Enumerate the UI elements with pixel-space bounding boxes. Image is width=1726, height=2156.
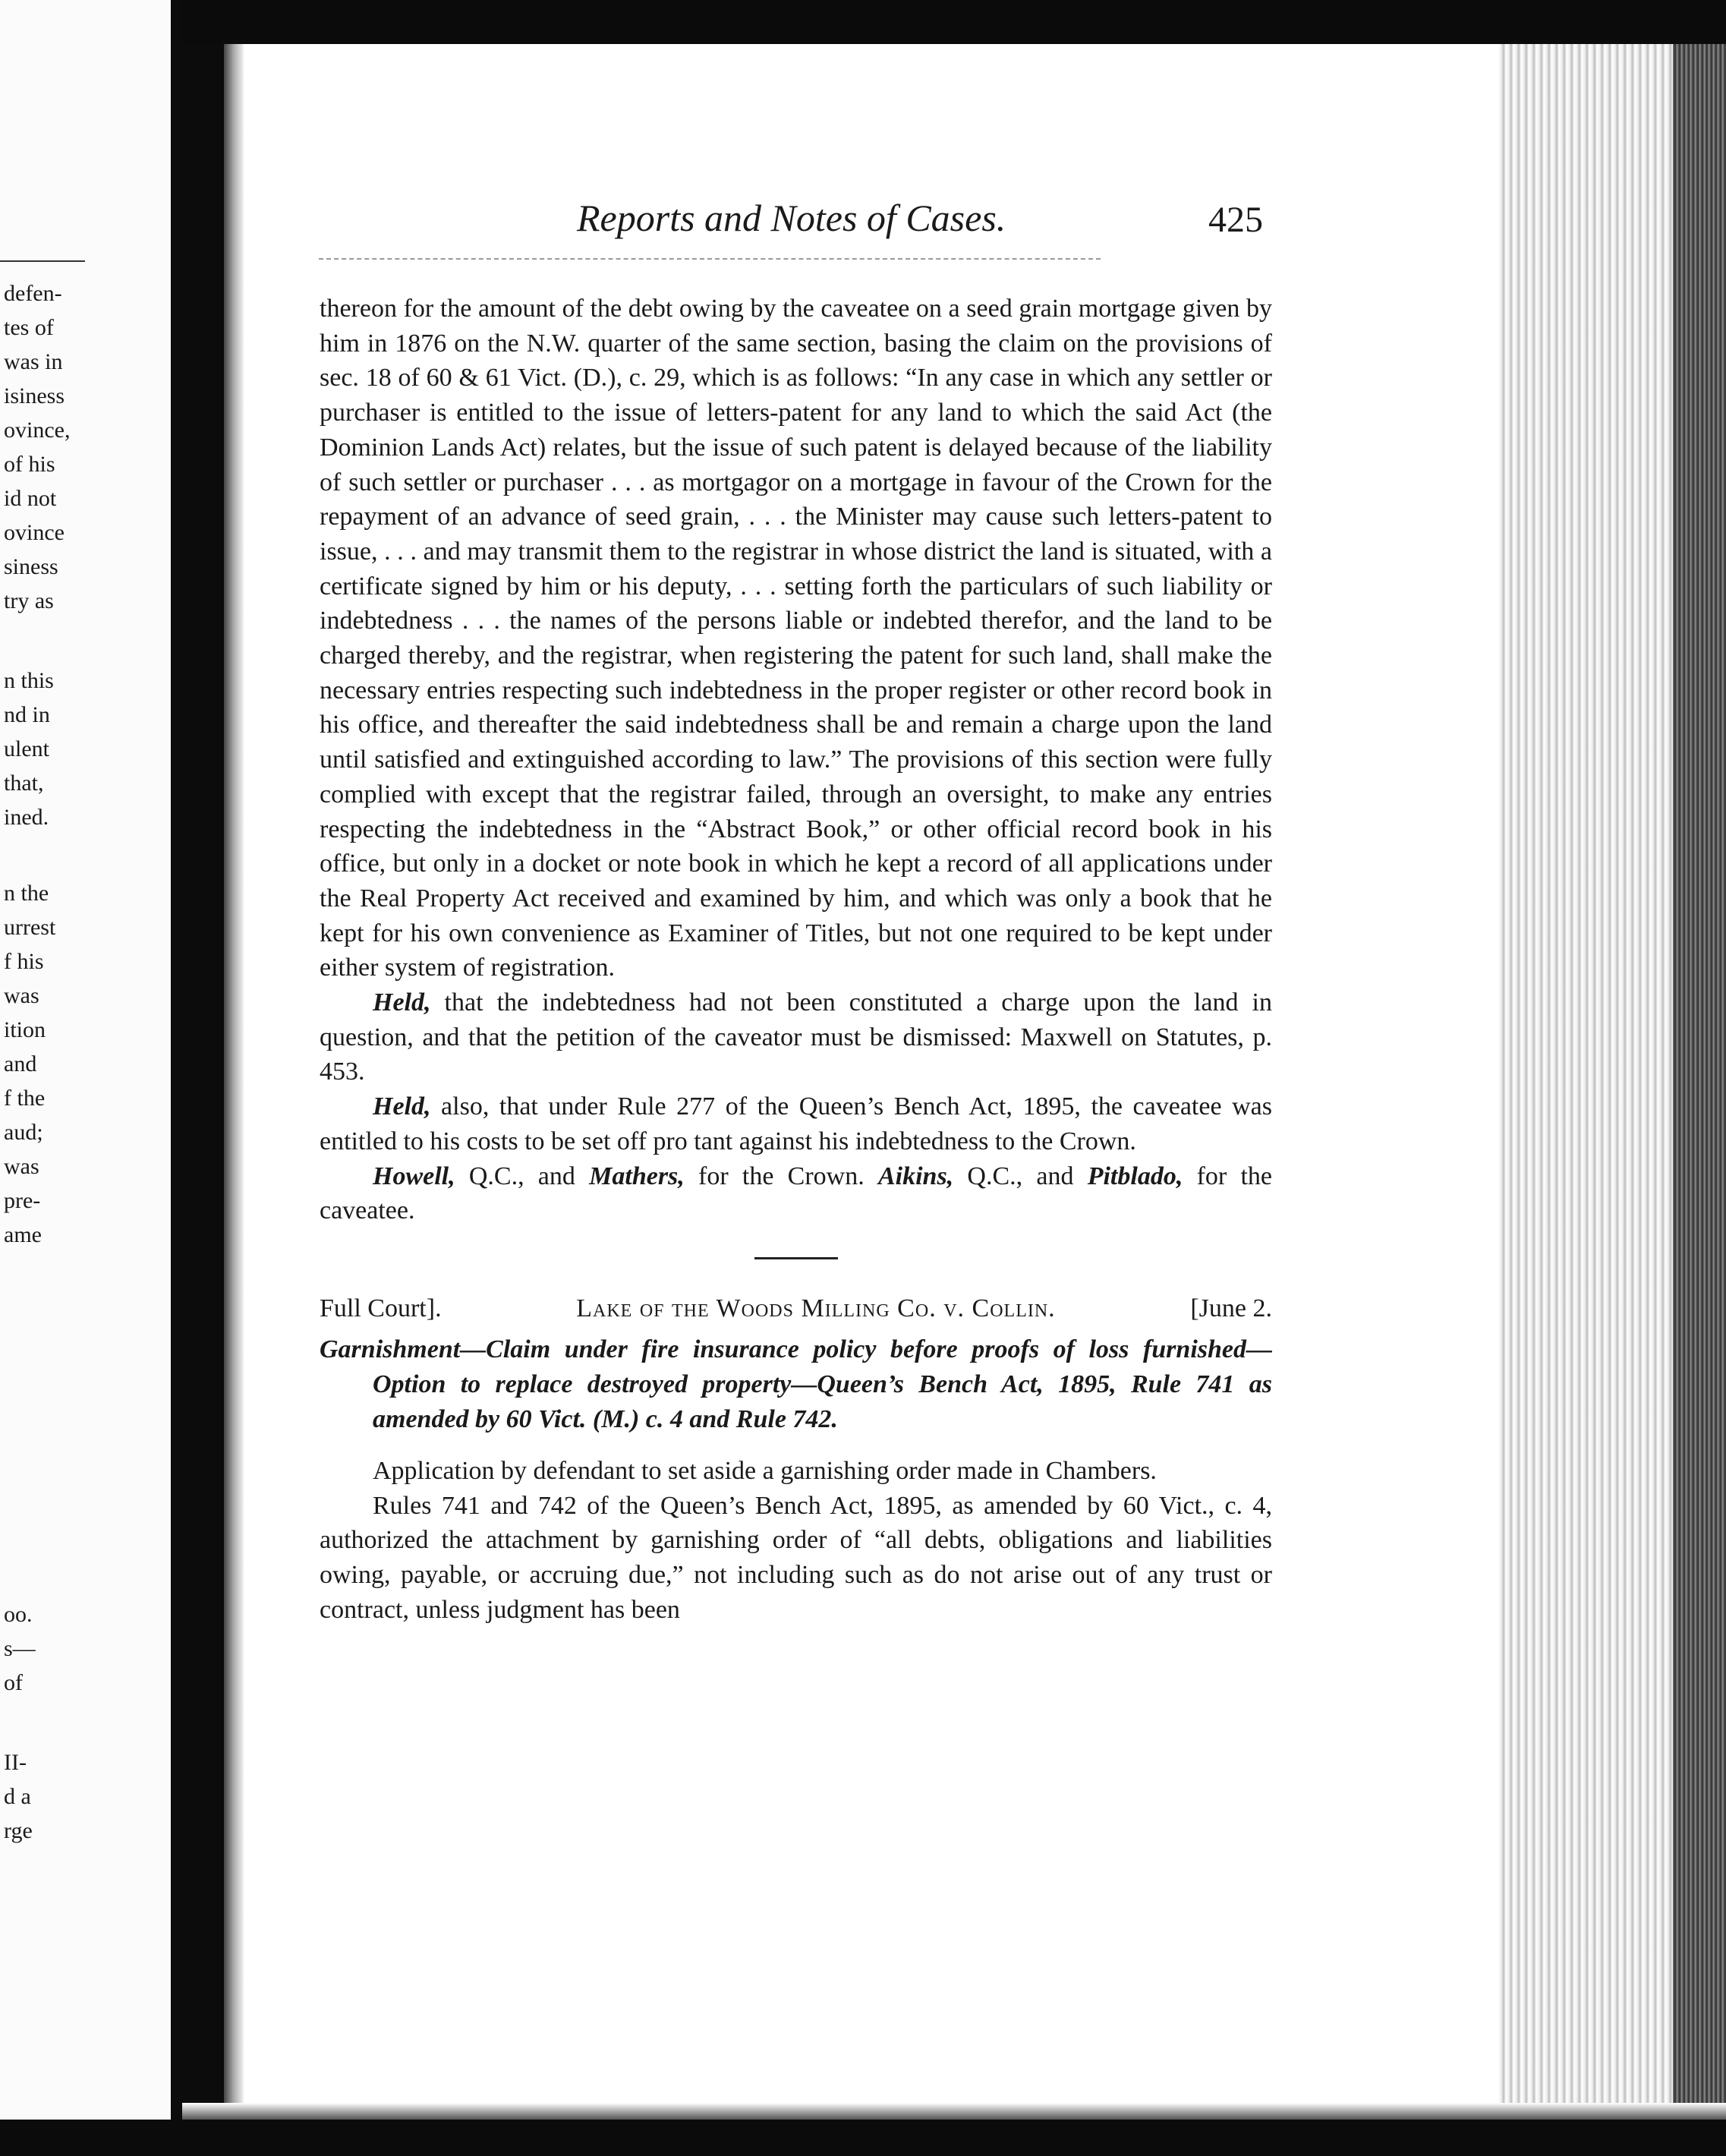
margin-fragment: f the xyxy=(4,1086,46,1111)
text-column xyxy=(320,292,1272,1628)
paragraph-application: Application by defendant to set aside a garnishing order made in Chambers. xyxy=(373,1456,1157,1485)
counsel-name: Mathers, xyxy=(589,1162,685,1190)
margin-fragment: urrest xyxy=(4,915,56,940)
section-divider xyxy=(754,1257,838,1259)
margin-fragment: that, xyxy=(4,771,44,796)
held-text: also, that under Rule 277 of the Queen’s Bench Act, 1895, the caveatee was entitled to his costs to be set off pro tant against his indebtedness to the Crown. xyxy=(320,1092,1272,1155)
margin-fragment: was in xyxy=(4,349,63,374)
head-rule xyxy=(319,258,1101,260)
held-text: that the indebtedness had not been constituted a charge upon the land in question, and that the petition of the caveator must be dismissed: Maxwell on Statutes, p. 453. xyxy=(320,988,1272,1086)
held-label: Held, xyxy=(373,988,431,1017)
margin-fragment: tes of xyxy=(4,315,54,340)
counsel-name: Aikins, xyxy=(877,1162,954,1190)
margin-fragment: s— xyxy=(4,1636,36,1661)
margin-fragment: and xyxy=(4,1051,37,1076)
margin-fragment: pre- xyxy=(4,1188,41,1213)
margin-fragment: ition xyxy=(4,1017,46,1042)
counsel-name: Pitblado, xyxy=(1087,1162,1183,1190)
margin-fragment: ulent xyxy=(4,736,49,761)
margin-fragment: try as xyxy=(4,588,54,613)
margin-fragment: of xyxy=(4,1670,23,1695)
margin-fragment: was xyxy=(4,983,39,1008)
scan-bottom-border xyxy=(0,2120,1726,2156)
held-label: Held, xyxy=(373,1092,431,1121)
paragraph-held-1 xyxy=(320,985,1272,1089)
paragraph-statute: thereon for the amount of the debt owing by the caveatee on a seed grain mortgage given by him in 1876 on the N.W. quarter of the same section, basing the claim on the provisions of sec. 18 of 60 & 61 Vict. (D.), c. 29, which is as follows: “In any case in which any settler or purchaser is entitled to the issue of letters-patent for any land to which the said Act (the Dominion Lands Act) relates, but the issue of such patent is delayed because of the liability of such settler or purchaser . . . as mortgagor on a mortgage in favour of the Crown for the repayment of an advance of seed grain, . . . the Minister may cause such letters-patent to issue, . . . and may transmit them to the registrar in whose district the land is situated, with a certificate signed by him or his deputy, . . . setting forth the particulars of such liability or indebtedness . . . the names of the persons liable or indebted therefor, and the land to be charged thereby, and the registrar, when registering the patent for such land, shall make the necessary entries respecting such indebtedness in the proper register or other record book in his office, and thereafter the said indebtedness shall be and remain a charge upon the land until satisfied and extinguished according to law.” The provisions of this section were fully complied with except that the registrar failed, through an oversight, to make any entries respecting the indebtedness in the “Abstract Book,” or other official record book in his office, but only in a docket or note book in which he kept a record of all applications under the Real Property Act received and examined by him, and which was only a book that he kept for his own convenience as Examiner of Titles, but not one required to be kept under either system of registration. xyxy=(320,295,1272,982)
counsel-text: Q.C., and xyxy=(953,1162,1088,1190)
paragraph-counsel xyxy=(320,1159,1272,1228)
margin-fragment: isiness xyxy=(4,383,65,408)
margin-fragment: ovince, xyxy=(4,418,71,443)
case-headnote: Garnishment—Claim under fire insurance policy before proofs of loss furnished—Option to replace destroyed property—Queen’s Bench Act, 1895, Rule 741 as amended by 60 Vict. (M.) c. 4 and Rule 742. xyxy=(320,1335,1272,1433)
counsel-name: Howell, xyxy=(373,1162,455,1190)
running-head: Reports and Notes of Cases. xyxy=(577,197,1006,239)
scan-bottom-shadow xyxy=(182,2103,1726,2120)
case-title: Lake of the Woods Milling Co. v. Collin. xyxy=(576,1294,1056,1322)
margin-fragment: of his xyxy=(4,452,55,477)
binding-gradient xyxy=(224,0,244,2156)
margin-fragment: siness xyxy=(4,554,58,579)
margin-fragment: aud; xyxy=(4,1120,43,1145)
previous-page-rule xyxy=(0,260,85,262)
margin-fragment: d a xyxy=(4,1784,31,1809)
case-court: Full Court]. xyxy=(320,1294,442,1322)
paragraph-rules: Rules 741 and 742 of the Queen’s Bench Act, 1895, as amended by 60 Vict., c. 4, authorized the attachment by garnishing order of “all debts, obligations and liabilities owing, payable, or accruing due,” not including such as do not arise out of any trust or contract, unless judgment has been xyxy=(320,1491,1272,1624)
margin-fragment: nd in xyxy=(4,702,50,727)
margin-fragment: ovince xyxy=(4,520,65,545)
counsel-text: Q.C., and xyxy=(455,1162,590,1190)
margin-fragment: II- xyxy=(4,1750,27,1775)
margin-fragment: n the xyxy=(4,881,49,906)
margin-fragment: f his xyxy=(4,949,44,974)
margin-fragment: rge xyxy=(4,1818,33,1843)
case-title-line xyxy=(320,1291,1272,1326)
counsel-text: for the Crown. xyxy=(684,1162,878,1190)
margin-fragment: ame xyxy=(4,1222,42,1247)
margin-fragment: oo. xyxy=(4,1602,33,1627)
book-binding-shadow xyxy=(171,0,224,2156)
page-edge-dark xyxy=(1673,44,1726,2120)
counsel-text: for the caveatee. xyxy=(320,1162,1272,1225)
scan-top-border xyxy=(182,0,1726,44)
paragraph-held-2 xyxy=(320,1089,1272,1158)
margin-fragment: defen- xyxy=(4,281,62,306)
margin-fragment: n this xyxy=(4,668,54,693)
page-number: 425 xyxy=(1208,200,1263,240)
margin-fragment: id not xyxy=(4,486,57,511)
case-date: [June 2. xyxy=(1190,1294,1272,1322)
margin-fragment: ined. xyxy=(4,805,49,830)
margin-fragment: was xyxy=(4,1154,39,1179)
